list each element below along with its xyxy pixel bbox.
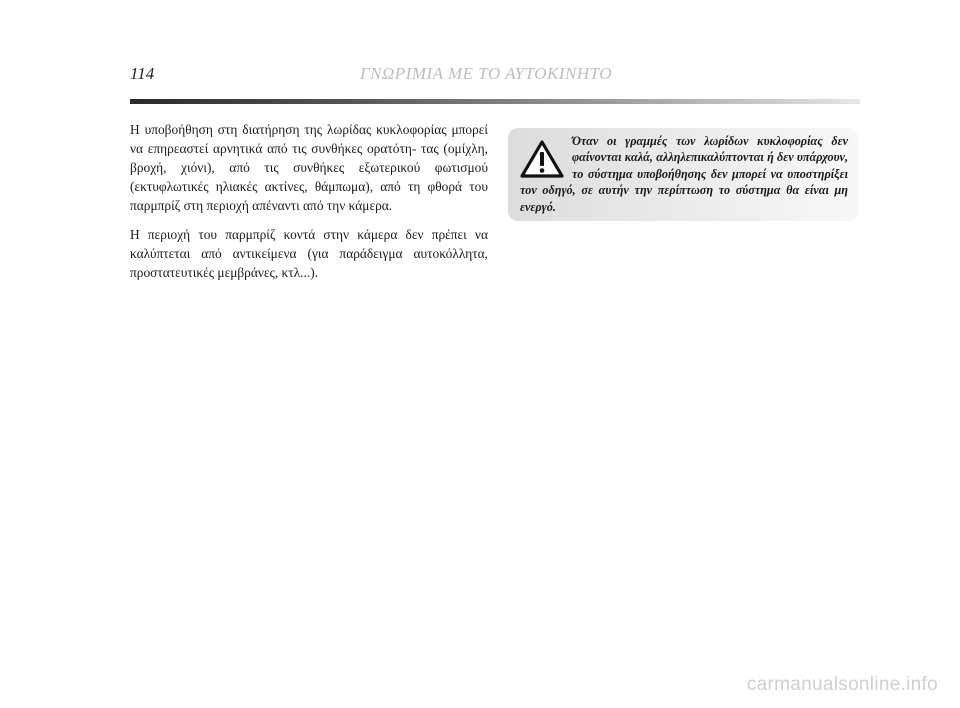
body-paragraph-2: Η περιοχή του παρμπρίζ κοντά στην κάμερα δεν πρέπει να καλύπτεται από αντικείμενα (για παράδειγμα αυτοκόλλητα, προστατευτικές μεμβράνες, κτλ...). xyxy=(130,227,488,280)
warning-box xyxy=(508,128,859,221)
warning-triangle-icon xyxy=(520,139,564,179)
header-rule xyxy=(130,99,860,104)
body-text-column xyxy=(130,120,488,292)
page-number: 114 xyxy=(130,64,155,83)
warning-text: Όταν οι γραμμές των λωρίδων κυκλοφορίας δεν φαίνονται καλά, αλληλεπικαλύπτονται ή δεν υπάρχουν, το σύστημα υποβοήθησης δεν μπορεί να υποστηρίξει τον οδηγό, σε αυτήν την περίπτωση το σύστημα θα είναι μη ενεργό. xyxy=(520,134,848,214)
page-header xyxy=(130,64,860,88)
section-title: ΓΝΩΡΙΜΙΑ ΜΕ ΤΟ ΑΥΤΟΚΙΝΗΤΟ xyxy=(360,64,613,83)
watermark-text: carmanualsonline.info xyxy=(746,674,938,695)
body-paragraph-1: Η υποβοήθηση στη διατήρηση της λωρίδας κυκλοφορίας μπορεί να επηρεαστεί αρνητικά από τις συνθήκες ορατότη- τας (ομίχλη, βροχή, χιόνι), από τις συνθήκες εξωτερικού φωτισμού (εκτυφλωτικές ηλιακές ακτίνες, θάμπωμα), από τη φθορά του παρμπρίζ στη περιοχή απέναντι από την κάμερα. xyxy=(130,122,488,213)
